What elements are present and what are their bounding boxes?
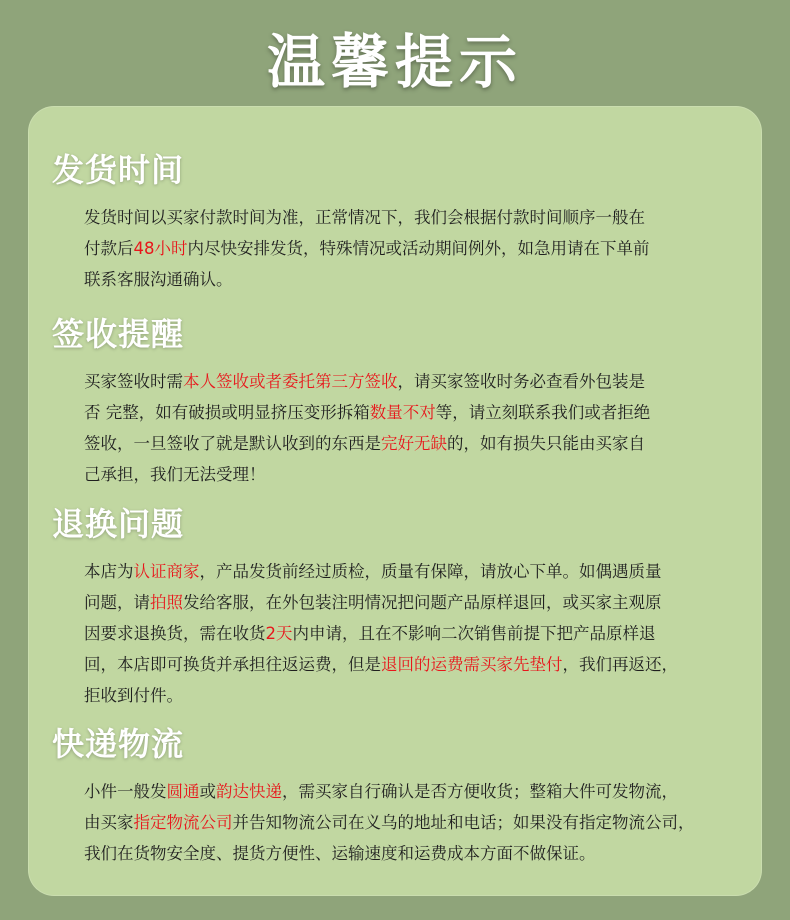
body-line (84, 556, 744, 587)
highlight-text: 完好无缺 (381, 434, 447, 453)
body-line (84, 202, 744, 233)
body-text: 己承担，我们无法受理！ (84, 465, 266, 484)
body-text: 因要求退换货，需在收货 (84, 624, 266, 643)
highlight-text: 本人签收或者委托第三方签收 (183, 372, 398, 391)
body-line (84, 618, 744, 649)
body-text: ，需买家自行确认是否方便收货；整箱大件可发物流， (282, 782, 678, 801)
body-line (84, 233, 744, 264)
body-text: 我们在货物安全度、提货方便性、运输速度和运费成本方面不做保证。 (84, 844, 596, 863)
body-text: 小件一般发 (84, 782, 167, 801)
page-title: 温馨提示 (266, 28, 523, 96)
body-line (84, 459, 744, 490)
body-text: 由买家 (84, 813, 134, 832)
body-line (84, 264, 744, 295)
body-line (84, 397, 744, 428)
body-text: 付款后 (84, 239, 134, 258)
highlight-text: 认证商家 (133, 562, 200, 581)
section-body (84, 202, 744, 295)
body-line (84, 680, 744, 711)
body-text: 等，请立刻联系我们或者拒绝 (435, 403, 651, 422)
highlight-text: 圆通 (166, 782, 200, 801)
highlight-text: 2天 (265, 624, 293, 643)
highlight-text: 48小时 (133, 239, 188, 258)
body-line (84, 649, 744, 680)
body-text: 的，如有损失只能由买家自 (447, 434, 645, 453)
highlight-text: 韵达快递 (216, 782, 282, 801)
body-text: 内尽快安排发货，特殊情况或活动期间例外，如急用请在下单前 (187, 239, 650, 258)
highlight-text: 拍照 (150, 593, 183, 612)
body-text: 否 完整，如有破损或明显挤压变形拆箱 (84, 403, 370, 422)
section-body (84, 776, 744, 869)
body-text: 联系客服沟通确认。 (84, 270, 233, 289)
body-text: 买家签收时需 (84, 372, 183, 391)
highlight-text: 指定物流公司 (133, 813, 233, 832)
notice-panel (28, 106, 762, 896)
body-line (84, 428, 744, 459)
body-line (84, 587, 744, 618)
body-text: 本店为 (84, 562, 134, 581)
body-text: 内申请，且在不影响二次销售前提下把产品原样退 (292, 624, 656, 643)
body-line (84, 366, 744, 397)
body-text: 回，本店即可换货并承担往返运费，但是 (84, 655, 381, 674)
body-text: 或 (199, 782, 216, 801)
body-line (84, 807, 744, 838)
section-body (84, 556, 744, 711)
section-heading: 发货时间 (52, 151, 185, 189)
body-text: 发给客服，在外包装注明情况把问题产品原样退回，或买家主观原 (183, 593, 662, 612)
highlight-text: 退回的运费需买家先垫付 (381, 655, 563, 674)
section-heading: 签收提醒 (52, 315, 185, 353)
body-text: 签收，一旦签收了就是默认收到的东西是 (84, 434, 381, 453)
body-text: 发货时间以买家付款时间为准，正常情况下，我们会根据付款时间顺序一般在 (84, 208, 645, 227)
body-text: ，产品发货前经过质检，质量有保障，请放心下单。如偶遇质量 (199, 562, 662, 581)
section-heading: 快递物流 (52, 725, 185, 763)
body-line (84, 776, 744, 807)
body-text: ，请买家签收时务必查看外包装是 (397, 372, 645, 391)
section-body (84, 366, 744, 490)
body-text: 拒收到付件。 (84, 686, 183, 705)
body-text: 并告知物流公司在义乌的地址和电话；如果没有指定物流公司， (232, 813, 695, 832)
body-text: ，我们再返还， (562, 655, 678, 674)
body-text: 问题，请 (84, 593, 150, 612)
highlight-text: 数量不对 (369, 403, 436, 422)
body-line (84, 838, 744, 869)
section-heading: 退换问题 (52, 505, 185, 543)
